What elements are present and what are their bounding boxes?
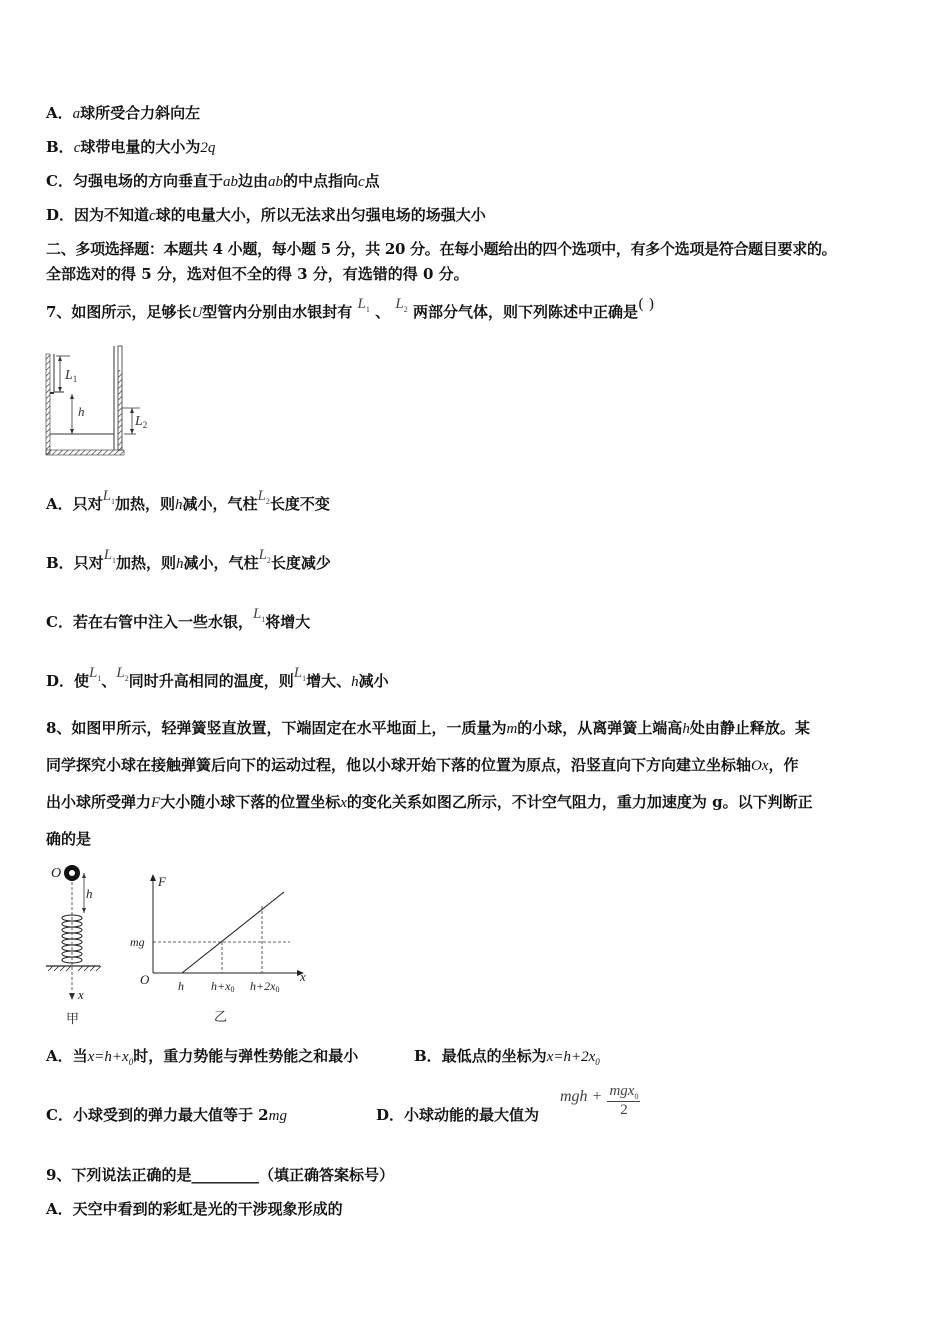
fig-h-label: h [86,886,93,901]
q6-option-d: D．因为不知道c球的电量大小，所以无法求出匀强电场的场强大小 [46,206,486,224]
q8-stem-line3: 出小球所受弹力F大小随小球下落的位置坐标x的变化关系如图乙所示，不计空气阻力，重力加速度为 g。以下判断正 [46,793,813,811]
q7-option-c: C．若在右管中注入一些水银，$L_1$将增大 [46,606,311,631]
q6-option-c: C．匀强电场的方向垂直于ab边由ab的中点指向c点 [46,172,380,190]
fig-caption-jia: 甲 [66,1012,80,1027]
spring-figure [40,860,115,1030]
q8-stem-line2: 同学探究小球在接触弹簧后向下的运动过程，他以小球开始下落的位置为原点，沿竖直向下方向建立坐标轴Ox，作 [46,756,799,774]
u-tube-figure [40,342,170,462]
l1-symbol: $L_1$ [357,296,370,314]
fig-h-label: h [78,404,85,419]
fig-origin-label: O [51,866,62,881]
force-graph [128,866,313,1030]
q7-option-a: A．只对$L_1$加热，则h减小，气柱$L_2$长度不变 [46,488,330,513]
origin-label: O [140,972,150,987]
fig-l1-label: $L_1$ [65,368,78,384]
axis-f-label: F [158,874,166,889]
tick-h: h [178,979,184,993]
section-heading: 二、多项选择题：本题共 4 小题，每小题 5 分，共 20 分。在每小题给出的四个选项中，有多个选项是符合题目要求的。 [46,240,837,258]
q8-stem-line1: 8、如图甲所示，轻弹簧竖直放置，下端固定在水平地面上，一质量为m的小球，从离弹簧上端高h处由静止释放。某 [46,719,810,737]
tick-h-plus-2x0: h+2x0 [250,979,280,994]
mg-label: mg [130,935,145,949]
q7-option-d: D．使$L_1$、$L_2$同时升高相同的温度，则$L_1$增大、h减小 [46,665,389,690]
q8-option-d: D．小球动能的最大值为 [376,1106,540,1124]
q8-option-c: C．小球受到的弹力最大值等于 2mg [46,1106,287,1124]
q6-option-a: A．a球所受合力斜向左 [46,104,201,122]
axis-x-label: x [300,969,306,984]
q9-option-a: A．天空中看到的彩虹是光的干涉现象形成的 [46,1200,343,1218]
q8-option-b: B．最低点的坐标为$x=h+2x_0$ [414,1047,600,1067]
fig-l2-label: $L_2$ [135,414,148,430]
fig-x-label: x [78,987,84,1002]
q6-option-b: B．c球带电量的大小为2q [46,138,216,156]
q9-stem: 9、下列说法正确的是_________（填正确答案标号） [46,1166,394,1184]
q7-option-b: B．只对$L_1$加热，则h减小，气柱$L_2$长度减少 [46,547,331,572]
q7-stem: 7、如图所示，足够长U型管内分别由水银封有 $L_1$ 、 $L_2$ 两部分气体，则下列陈述中正确是( ) [46,295,655,321]
section-heading-line2: 全部选对的得 5 分，选对但不全的得 3 分，有选错的得 0 分。 [46,265,469,283]
q8-option-a: A．当$x=h+x_0$时，重力势能与弹性势能之和最小 [46,1047,359,1067]
q8-stem-line4: 确的是 [46,830,92,848]
l2-symbol: $L_2$ [395,296,408,314]
tick-h-plus-x0: h+x0 [211,979,235,994]
fig-caption-yi: 乙 [214,1010,228,1025]
kinetic-energy-formula: mgh + $\frac{mgx_0}{2}$ [560,1083,639,1118]
